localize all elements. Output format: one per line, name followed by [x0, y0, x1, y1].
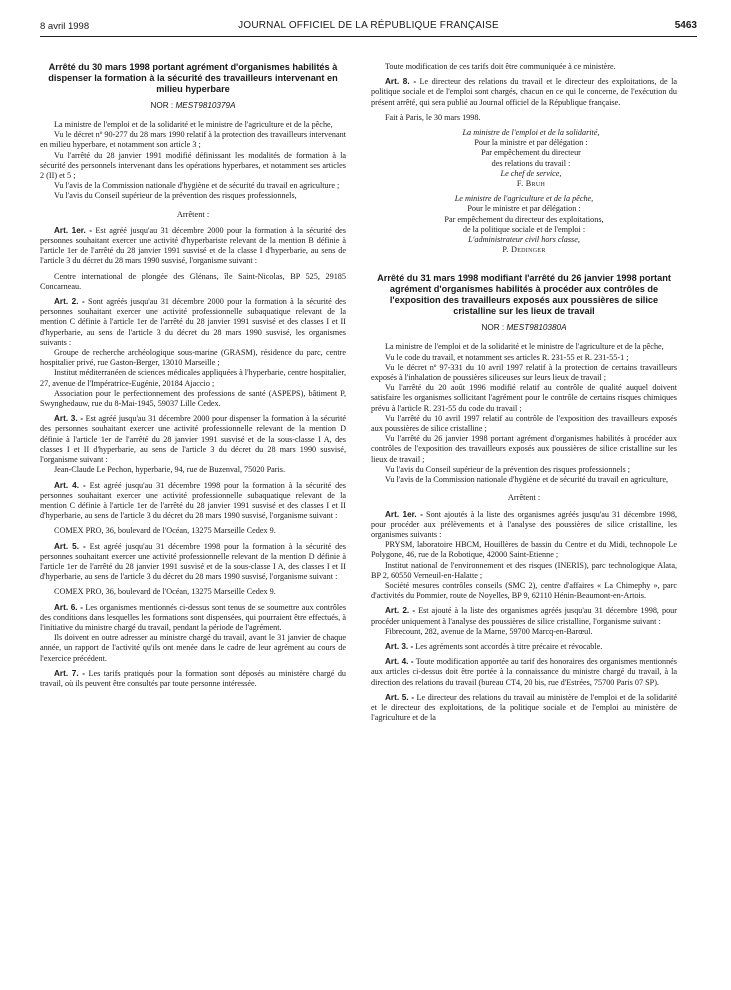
article-text: Les organismes mentionnés ci-dessus sont tenus de se soumettre aux contrôles des conditions dans lesquelles les formations sont dispensées, qui pourraient être effectués, à l'initiative du ministre chargé du travail, pendant la période de l'agrément. — [40, 602, 346, 632]
visa: La ministre de l'emploi et de la solidarité et le ministre de l'agriculture et de la pêche, — [385, 342, 664, 352]
fait-a-paris: Fait à Paris, le 30 mars 1998. — [385, 112, 481, 122]
right-column — [371, 62, 677, 723]
article-text: Est agréé jusqu'au 31 décembre 2000 pour dispenser la formation à la sécurité des personnes souhaitant exercer une activité professionnelle relevant de la mention D définie à l'article 1er de l'arrêté du 28 janvier 1991 susvisé et de la sous-classe I A, des classes I et II d'hyperbarie, au sens de l'article 3 du décret du 28 mars 1990 susvisé, l'organisme suivant : — [40, 414, 346, 465]
article-label: Art. 2. - — [54, 297, 85, 307]
arretent-heading: Arrêtent : — [507, 493, 541, 503]
visa: La ministre de l'emploi et de la solidarité et le ministre de l'agriculture et de la pêche, — [54, 120, 333, 129]
organism: Groupe de recherche archéologique sous-marine (GRASM), résidence du parc, centre hospitalier privé, rue Gaston-Berger, 13010 Marseille ; — [40, 348, 346, 368]
visa: Vu le décret nº 90-277 du 28 mars 1990 relatif à la protection des travailleurs intervenant en milieu hyperbare, et notamment son article 3 ; — [40, 130, 346, 150]
journal-title: JOURNAL OFFICIEL DE LA RÉPUBLIQUE FRANÇAISE — [238, 20, 499, 31]
article-7-paragraph: Toute modification de ces tarifs doit être communiquée à ce ministère. — [385, 62, 616, 71]
organism: Institut méditerranéen de sciences médicales appliquées à l'hyperbarie, centre hospitalier, 27, avenue de l'Impératrice-Eugénie, 20184 Ajaccio ; — [40, 368, 346, 388]
organism: PRYSM, laboratoire HBCM, Houillères de bassin du Centre et du Midi, technopole Le Polygone, 46, rue de la Robotique, 42000 Saint-Etienne ; — [371, 540, 677, 560]
signature-line: des relations du travail : — [491, 158, 571, 168]
signature-line: Par empêchement du directeur — [481, 148, 581, 158]
visa: Vu l'avis du Conseil supérieur de la prévention des risques professionnels, — [54, 191, 297, 201]
article-text: Toute modification apportée au tarif des honoraires des organismes mentionnés aux articles ci-dessus doit être portée à la connaissance du ministre chargé du travail, à la direction des relations du travail (bureau CT4, 20 bis, rue d'Estrées, 75700 Paris 07 SP). — [371, 657, 677, 687]
article-label: Art. 1er. - — [385, 509, 423, 519]
arrete2-nor — [371, 323, 677, 332]
arrete1-nor — [40, 101, 346, 110]
signature-line: de la politique sociale et de l'emploi : — [462, 224, 586, 234]
organism: Institut national de l'environnement et des risques (INERIS), parc technologique Alata, BP 2, 60550 Verneuil-en-Halatte ; — [371, 560, 677, 580]
organism: Jean-Claude Le Pechon, hyperbarie, 94, rue de Buzenval, 75020 Paris. — [54, 465, 285, 475]
article-5 — [371, 693, 677, 724]
article-label: Art. 7. - — [54, 668, 86, 678]
organism: Société mesures contrôles conseils (SMC 2), centre d'affaires « La Chimephy », parc d'activités du Pommier, route de Noyelles, BP 9, 62110 Hénin-Beaumont-en-Artois. — [371, 580, 677, 601]
article-3 — [371, 642, 677, 652]
article-label: Art. 4. - — [385, 657, 414, 667]
visa: Vu l'avis du Conseil supérieur de la prévention des risques professionnels ; — [385, 464, 630, 474]
article-label: Art. 8. - — [385, 77, 417, 87]
organism: COMEX PRO, 36, boulevard de l'Océan, 13275 Marseille Cedex 9. — [54, 587, 276, 597]
nor-label: NOR : — [150, 101, 174, 110]
article-label: Art. 5. - — [54, 541, 86, 551]
article-4 — [40, 481, 346, 522]
left-column — [40, 62, 346, 689]
signatory-title: Le ministre de l'agriculture et de la pêche, — [454, 194, 594, 204]
signature-block-1 — [431, 128, 631, 189]
article-text: Le directeur des relations du travail et le directeur des exploitations, de la politique sociale et de l'emploi sont chargés, chacun en ce qui le concerne, de l'exécution du présent arrêté, qui sera publié au Journal officiel de la République française. — [371, 77, 677, 107]
nor-code: MEST9810380A — [506, 323, 567, 333]
organism: COMEX PRO, 36, boulevard de l'Océan, 13275 Marseille Cedex 9. — [54, 526, 276, 536]
article-label: Art. 4. - — [54, 480, 86, 490]
article-7 — [40, 669, 346, 689]
visa: Vu le décret nº 97-331 du 10 avril 1997 relatif à la protection de certains travailleurs exposés à l'inhalation de poussières siliceuses sur leurs lieux de travail ; — [371, 362, 677, 383]
signatory-name: P. Dedinger — [502, 245, 546, 255]
visa: Vu l'avis de la Commission nationale d'hygiène et de sécurité du travail en agriculture ; — [54, 181, 340, 191]
organism: Fibrecount, 282, avenue de la Marne, 59700 Marcq-en-Barœul. — [385, 626, 593, 636]
article-1 — [371, 510, 677, 541]
article-label: Art. 1er. - — [54, 225, 93, 235]
article-label: Art. 2. - — [385, 606, 416, 616]
visa: Vu le code du travail, et notamment ses articles R. 231-55 et R. 231-55-1 ; — [385, 352, 629, 362]
article-6 — [40, 603, 346, 634]
article-8 — [371, 77, 677, 108]
organism: Association pour le perfectionnement des professions de santé (ASPEPS), bâtiment P, Swynghedauw, rue du 8-Mai-1945, 59037 Lille Cedex. — [40, 388, 346, 409]
article-text: Est agréé jusqu'au 31 décembre 2000 pour la formation à la sécurité des personnes souhaitant exercer une activité d'hyperbariste relevant de la mention B définie à l'article 1er de l'arrêté du 28 janvier 1991 susvisé et de la classe I d'hyperbarie, au sens de l'article 3 du décret du 28 mars 1990 susvisé, l'organisme suivant : — [40, 225, 346, 266]
article-label: Art. 5. - — [385, 692, 415, 702]
article-6-paragraph: Ils doivent en outre adresser au ministre chargé du travail, avant le 31 janvier de chaque année, un rapport de l'activité qu'ils ont menée dans le cadre de leur agrément au cours de l'exercice précédent. — [40, 633, 346, 663]
arretent-heading: Arrêtent : — [176, 209, 210, 219]
article-4 — [371, 657, 677, 688]
article-2 — [371, 606, 677, 626]
signature-line: Pour le ministre et par délégation : — [467, 204, 581, 214]
article-label: Art. 3. - — [54, 414, 84, 424]
visa: Vu l'avis de la Commission nationale d'hygiène et de sécurité du travail en agriculture, — [385, 475, 669, 485]
article-text: Les agréments sont accordés à titre précaire et révocable. — [415, 641, 603, 651]
page-header — [40, 20, 697, 37]
visa: Vu l'arrêté du 20 août 1996 modifié relatif au contrôle de qualité auquel doivent satisfaire les organismes sollicitant l'agrément pour le contrôle de certains risques chimiques prévu à l'article R. 231-55 du code du travail ; — [371, 383, 677, 413]
organism: Centre international de plongée des Glénans, île Saint-Nicolas, BP 525, 29185 Concarneau. — [40, 271, 346, 291]
article-text: Les tarifs pratiqués pour la formation sont déposés au ministère chargé du travail, où ils peuvent être consultés par toute personne intéressée. — [40, 668, 347, 688]
article-text: Le directeur des relations du travail au ministère de l'emploi et de la solidarité et le directeur des exploitations, de la politique sociale et de l'emploi au ministère de l'agriculture et de la — [371, 692, 678, 723]
article-5 — [40, 542, 346, 583]
signature-line: Pour la ministre et par délégation : — [474, 138, 588, 148]
article-text: Est agréé jusqu'au 31 décembre 1998 pour la formation à la sécurité des personnes souhaitant exercer une activité professionnelle subaquatique relevant de la mention C définie à l'article 1er de l'arrêté du 28 janvier 1991 susvisé et des classes I et II d'hyperbarie, au sens de l'article 3 du décret du 28 mars 1990 susvisé, l'organisme suivant : — [40, 480, 346, 521]
signature-line: Par empêchement du directeur des exploitations, — [444, 214, 604, 224]
article-text: Est ajouté à la liste des organismes agréés jusqu'au 31 décembre 1998, pour procéder uniquement à l'analyse des poussières de silice cristalline, l'organisme suivant : — [371, 606, 677, 626]
article-label: Art. 3. - — [385, 641, 414, 651]
visa: Vu l'arrêté du 26 janvier 1998 portant agrément d'organismes habilités à procéder aux contrôles de l'exposition des travailleurs exposés aux poussières de silice cristalline sur les lieux de travail ; — [371, 434, 677, 464]
signature-block-2 — [371, 194, 677, 255]
article-2 — [40, 297, 346, 348]
signatory-name: F. Bruн — [516, 179, 546, 189]
signature-line: Le chef de service, — [500, 168, 562, 178]
article-3 — [40, 414, 346, 465]
article-text: Est agréé jusqu'au 31 décembre 1998 pour la formation à la sécurité des personnes souhaitant exercer une activité professionnelle relevant de la mention D définie à l'article 1er de l'arrêté du 28 janvier 1991 susvisé et de la sous-classe I A, des classes I et II d'hyperbarie, au sens de l'article 3 du décret du 28 mars 1990 susvisé, l'organisme suivant : — [40, 541, 346, 582]
issue-date: 8 avril 1998 — [40, 21, 90, 32]
page-number: 5463 — [674, 20, 697, 31]
article-text: Sont agréés jusqu'au 31 décembre 2000 pour la formation à la sécurité des personnes souhaitant exercer une activité professionnelle subaquatique relevant de la mention C définie à l'article 1er de l'arrêté du 28 janvier 1991 susvisé et des classes I et II d'hyperbarie, au sens de l'article 3 du décret du 28 mars 1990 susvisé, les organismes suivants : — [40, 297, 346, 347]
signatory-title: La ministre de l'emploi et de la solidarité, — [462, 128, 600, 138]
signature-line: L'administrateur civil hors classe, — [468, 235, 580, 245]
nor-label: NOR : — [481, 323, 505, 333]
article-text: Sont ajoutés à la liste des organismes agréés jusqu'au 31 décembre 1998, pour procéder aux prélèvements et à l'analyse des poussières de silice cristalline, les organismes suivants : — [371, 509, 678, 539]
arrete2-title: Arrêté du 31 mars 1998 modifiant l'arrêté du 26 janvier 1998 portant agrément d'organismes habilités à procéder aux contrôles de l'exposition des travailleurs exposés aux poussières de silice cristalline sur les lieux de travail — [377, 273, 671, 317]
article-label: Art. 6. - — [54, 602, 83, 612]
visa: Vu l'arrêté du 28 janvier 1991 modifié définissant les modalités de formation à la sécurité des personnels intervenant dans les opérations hyperbares, et notamment ses articles 2 (II) et 5 ; — [40, 150, 346, 181]
article-1 — [40, 226, 346, 267]
arrete1-title: Arrêté du 30 mars 1998 portant agrément d'organismes habilités à dispenser la formation à la sécurité des travailleurs intervenant en milieu hyperbare — [48, 62, 338, 94]
nor-code: MEST9810379A — [175, 101, 236, 110]
visa: Vu l'arrêté du 10 avril 1997 relatif au contrôle de l'exposition des travailleurs exposés aux poussières de silice cristalline ; — [371, 413, 677, 434]
